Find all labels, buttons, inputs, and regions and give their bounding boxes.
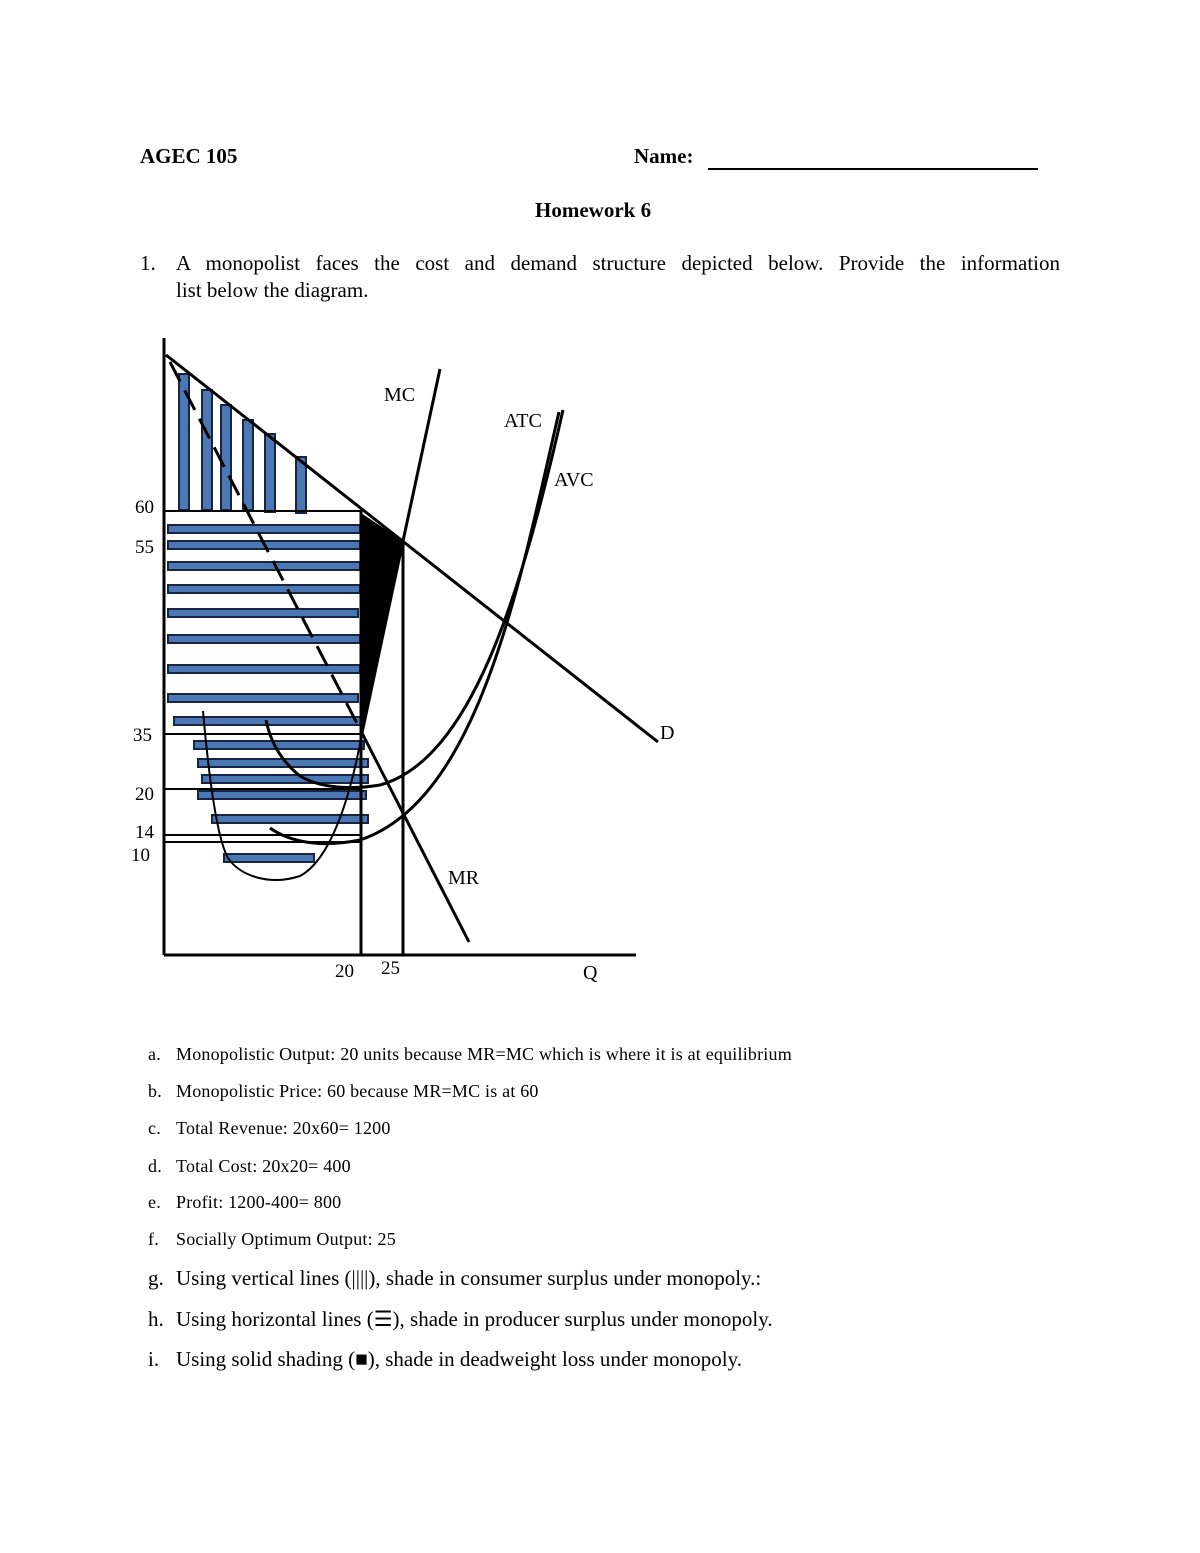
y-tick-55: 55: [135, 537, 154, 558]
hbar: [202, 775, 368, 783]
answer-i-text: Using solid shading (■), shade in deadweight loss under monopoly.: [176, 1347, 743, 1371]
hbar: [168, 525, 360, 533]
mr-label: MR: [448, 867, 480, 889]
avc-label: AVC: [554, 469, 594, 491]
x-tick-25: 25: [381, 958, 400, 979]
hbar: [168, 665, 360, 673]
hbar: [224, 854, 314, 862]
name-label: Name:: [634, 144, 694, 168]
hbar: [194, 741, 364, 749]
answer-g-letter: g.: [148, 1266, 164, 1290]
vbar: [265, 434, 275, 512]
atc-curve: [266, 410, 563, 788]
page-title: Homework 6: [535, 198, 652, 222]
answer-d-letter: d.: [148, 1156, 162, 1176]
answer-c-text: Total Revenue: 20x60= 1200: [176, 1118, 391, 1138]
hbar: [212, 815, 368, 823]
answer-d-text: Total Cost: 20x20= 400: [176, 1156, 351, 1176]
answer-f-letter: f.: [148, 1229, 159, 1249]
hbar: [198, 791, 366, 799]
y-tick-14: 14: [135, 822, 154, 843]
answer-b-text: Monopolistic Price: 60 because MR=MC is at 60: [176, 1081, 539, 1101]
hbar: [168, 694, 358, 702]
answer-i-letter: i.: [148, 1347, 160, 1371]
consumer-surplus-hatching: [179, 374, 306, 513]
question-text-line1: A monopolist faces the cost and demand structure depicted below. Provide the information: [176, 251, 1060, 275]
answer-h-letter: h.: [148, 1307, 164, 1331]
y-tick-60: 60: [135, 497, 154, 518]
answer-g-text: Using vertical lines (||||), shade in consumer surplus under monopoly.:: [176, 1266, 762, 1290]
marginal-revenue-curve: [362, 733, 469, 942]
y-tick-20: 20: [135, 784, 154, 805]
answer-a-letter: a.: [148, 1044, 161, 1064]
vbar: [202, 390, 212, 510]
answer-h-text: Using horizontal lines (☰), shade in producer surplus under monopoly.: [176, 1307, 773, 1331]
mc-label: MC: [384, 384, 416, 406]
y-tick-10: 10: [131, 845, 150, 866]
answer-f-text: Socially Optimum Output: 25: [176, 1229, 396, 1249]
answer-e-text: Profit: 1200-400= 800: [176, 1192, 342, 1212]
hbar: [168, 635, 360, 643]
atc-label: ATC: [504, 410, 542, 432]
answer-e-letter: e.: [148, 1192, 161, 1212]
d-label: D: [660, 722, 675, 744]
question-text-line2: list below the diagram.: [176, 278, 369, 302]
vbar: [221, 405, 231, 510]
question-number: 1.: [140, 251, 156, 275]
hbar: [168, 585, 360, 593]
answer-c-letter: c.: [148, 1118, 161, 1138]
x-tick-20: 20: [335, 961, 354, 982]
y-tick-35: 35: [133, 725, 152, 746]
answer-b-letter: b.: [148, 1081, 162, 1101]
hbar: [168, 562, 360, 570]
deadweight-loss-area: [361, 513, 403, 733]
vbar: [243, 420, 253, 510]
answer-a-text: Monopolistic Output: 20 units because MR=MC which is where it is at equilibrium: [176, 1044, 792, 1064]
x-axis-label: Q: [583, 962, 598, 984]
course-code: AGEC 105: [140, 144, 238, 168]
hbar: [168, 609, 358, 617]
producer-surplus-hatching: [168, 525, 368, 862]
